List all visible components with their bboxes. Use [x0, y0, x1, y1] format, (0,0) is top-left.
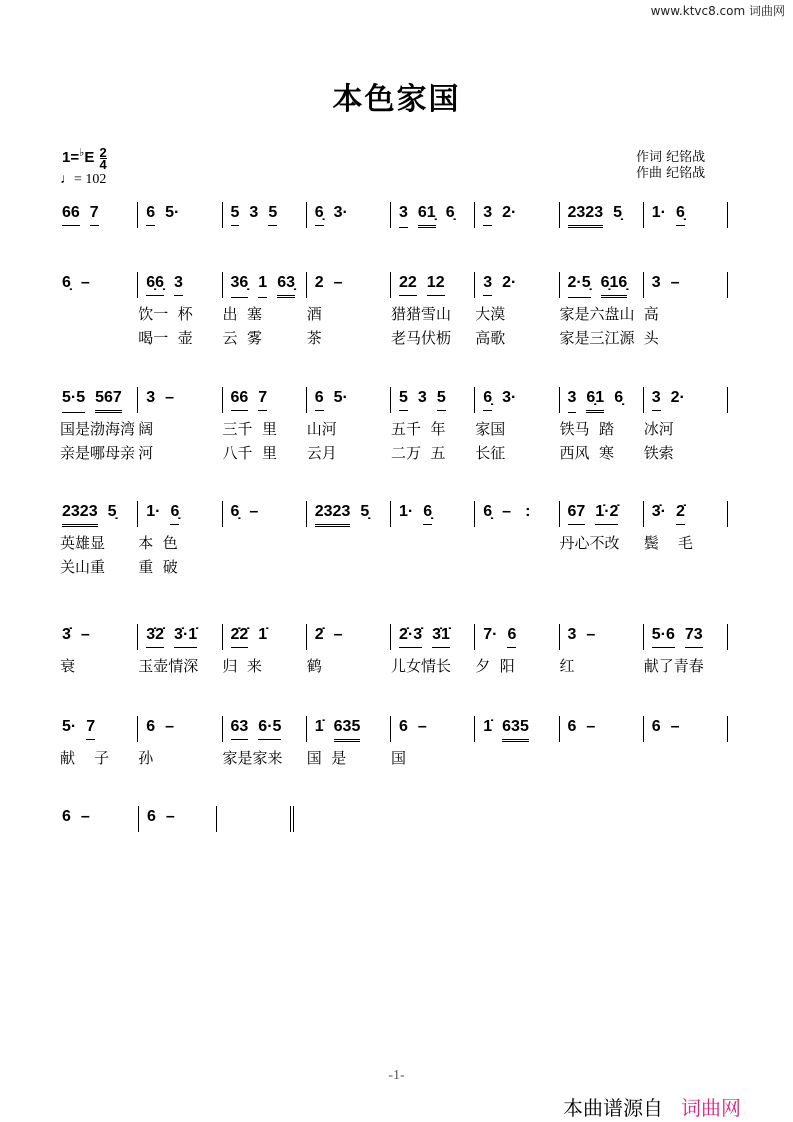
note-group: 22: [399, 272, 417, 296]
staff-system: [60, 806, 728, 886]
lyric-verse-1: 五千 年: [391, 420, 446, 438]
note-group: 6: [507, 624, 516, 648]
note-group: 66: [62, 202, 80, 226]
note-group: 1·: [399, 503, 414, 520]
measure: [474, 501, 558, 527]
note-group: 6·5: [258, 716, 281, 740]
lyric-verse-2: 关山重: [60, 558, 106, 576]
staff-system: [60, 387, 728, 467]
lyric-verse-1: 大漠: [475, 305, 506, 323]
lyric-verse-2: 喝一 壶: [138, 329, 193, 347]
lyric-verse-1: 铁马 踏: [559, 420, 615, 438]
measure-notes: [652, 387, 727, 411]
measure-notes: [315, 202, 390, 226]
note-group: 5: [231, 202, 240, 226]
measure-notes: [483, 501, 558, 524]
note-group: 567: [95, 387, 122, 413]
note-group: 6̣6̣: [146, 272, 164, 296]
measure-notes: [146, 202, 221, 226]
measure-notes: [568, 387, 643, 413]
lyric-verse-1: 丹心不改: [559, 534, 620, 552]
key-do: 1=: [62, 149, 80, 166]
lyric-verse-1: 鹤: [306, 657, 322, 675]
note-group: 2·: [670, 389, 685, 406]
note-group: 6̣: [423, 501, 432, 525]
note-group: 61̣: [418, 202, 436, 228]
lyric-verse-2: 长征: [475, 444, 506, 462]
measure-notes: [146, 501, 221, 525]
note-group: 2·5̣: [568, 272, 591, 298]
note-group: 5: [399, 387, 408, 411]
measure: [137, 501, 221, 576]
note-group: –: [165, 718, 175, 735]
note-group: 6̣: [170, 501, 179, 525]
source-brand: 词曲网: [681, 1096, 741, 1120]
measure-notes: [399, 387, 474, 411]
time-signature: [99, 144, 107, 172]
note-group: 7·: [483, 626, 498, 643]
note-group: 5·: [333, 389, 348, 406]
measure: [137, 272, 221, 347]
measure: [474, 387, 558, 462]
note-group: 6: [146, 202, 155, 226]
note-group: 5̣: [107, 503, 117, 520]
measure: [474, 272, 558, 347]
measure-notes: [568, 202, 643, 228]
measure: [222, 716, 306, 767]
staff-system: [60, 202, 728, 282]
measure: [559, 501, 643, 552]
note-group: 3·: [502, 389, 517, 406]
lyric-verse-1: 猎猎雪山: [391, 305, 452, 323]
note-group: 2·: [502, 274, 517, 291]
note-group: 3̇: [62, 626, 71, 643]
lyric-verse-2: 云 雾: [222, 329, 263, 347]
measure-notes: [62, 501, 137, 527]
lyric-verse-1: 家是家来: [222, 749, 283, 767]
measure: [390, 716, 474, 767]
note-group: –: [333, 626, 343, 643]
lyric-verse-1: 鬓 毛: [643, 534, 693, 552]
measure-notes: [231, 716, 306, 740]
note-group: 6̣: [315, 202, 324, 226]
measure: [60, 716, 137, 767]
note-group: 1·: [146, 503, 161, 520]
measure: [559, 202, 643, 228]
lyric-verse-1: 国是渤海湾: [60, 420, 136, 438]
measure: [60, 806, 138, 832]
lyric-verse-1: 出 塞: [222, 305, 263, 323]
measure-notes: [483, 202, 558, 226]
note-group: 5: [437, 387, 446, 411]
measure-notes: [568, 272, 643, 298]
measure: [559, 624, 643, 675]
measure: [559, 272, 643, 347]
note-group: 36̣: [231, 272, 249, 298]
note-group: 73: [685, 624, 703, 648]
note-group: 5·5: [62, 387, 85, 413]
note-group: 63̣: [277, 272, 295, 298]
measure: [306, 272, 390, 347]
note-group: 6̣: [614, 389, 624, 406]
lyric-verse-1: 三千 里: [222, 420, 278, 438]
lyric-verse-2: 云月: [306, 444, 337, 462]
note-group: 6: [146, 718, 156, 735]
staff-system: [60, 501, 728, 581]
measure-notes: [62, 272, 137, 295]
measure-notes: [568, 501, 643, 525]
note-group: 63: [231, 716, 249, 740]
measure: [390, 272, 474, 347]
note-group: 6: [147, 808, 156, 825]
note-group: 5·: [165, 204, 180, 221]
source-label: 本曲谱源自: [563, 1096, 663, 1120]
note-group: 5·6: [652, 624, 675, 648]
lyric-verse-1: 阔: [138, 420, 154, 438]
staff-system: [60, 272, 728, 352]
measure: [390, 387, 474, 462]
measure: [137, 624, 221, 675]
lyric-verse-2: 八千 里: [222, 444, 278, 462]
note-group: 2̇2̇: [231, 624, 249, 648]
repeat-sign: :: [525, 503, 531, 520]
note-group: 2: [314, 274, 324, 291]
measure: [137, 387, 221, 462]
note-group: 1: [258, 272, 267, 298]
note-group: –: [670, 274, 680, 291]
note-group: –: [333, 274, 343, 291]
lyric-verse-1: 家是六盘山: [559, 305, 635, 323]
note-group: 66: [231, 387, 249, 411]
measure-notes: [146, 387, 221, 410]
lyric-verse-1: 冰河: [643, 420, 674, 438]
note-group: 6̣: [483, 387, 492, 411]
measure: [643, 501, 728, 552]
note-group: –: [80, 808, 90, 825]
note-group: 3̇1̇: [432, 624, 450, 648]
measure: [306, 387, 390, 462]
measure: [643, 624, 728, 675]
note-group: 2̇: [314, 626, 324, 643]
time-top: 2: [99, 144, 107, 160]
measure-notes: [483, 716, 558, 742]
lyric-verse-1: 酒: [306, 305, 322, 323]
measure: [306, 501, 390, 527]
note-group: 3: [651, 274, 661, 291]
measure: [60, 387, 137, 462]
measure-notes: [483, 624, 558, 648]
lyric-verse-2: 西风 寒: [559, 444, 615, 462]
note-group: 3: [483, 202, 492, 226]
note-group: –: [417, 718, 427, 735]
note-group: 1̇: [258, 626, 268, 643]
lyric-verse-2: 茶: [306, 329, 322, 347]
lyric-verse-1: 孙: [138, 749, 154, 767]
note-group: 2̇: [676, 501, 685, 525]
note-group: 5·: [62, 718, 77, 735]
measure: [643, 387, 728, 462]
lyric-verse-1: 献了青春: [643, 657, 704, 675]
note-group: 635: [502, 716, 529, 742]
lyricist: 作词 纪铭战: [636, 150, 706, 165]
note-group: 2̇·3̇: [399, 624, 422, 648]
note-group: 635: [334, 716, 361, 742]
note-group: 6: [399, 718, 408, 735]
measure: [222, 387, 306, 462]
page-number: -1-: [388, 1068, 405, 1083]
note-group: 3: [568, 387, 577, 413]
measure: [390, 202, 474, 228]
measure-notes: [483, 272, 558, 296]
lyric-verse-2: 头: [643, 329, 659, 347]
source-credit: [563, 1092, 741, 1121]
note-group: 3: [174, 272, 183, 296]
measure: [306, 624, 390, 675]
measure-notes: [62, 806, 138, 829]
measure: [559, 387, 643, 462]
key-letter: E: [84, 149, 95, 166]
note-group: 2323: [315, 501, 351, 527]
note-group: –: [165, 808, 175, 825]
note-group: 3: [249, 204, 259, 221]
measure-notes: [315, 624, 390, 647]
measure-notes: [399, 624, 474, 648]
measure: [474, 202, 558, 228]
song-title: 本色家国: [332, 82, 461, 117]
lyric-verse-1: 高: [643, 305, 659, 323]
note-group: 2323: [62, 501, 98, 527]
measure-notes: [146, 716, 221, 739]
lyric-verse-2: 家是三江源: [559, 329, 635, 347]
lyric-verse-2: 高歌: [475, 329, 506, 347]
composer: 作曲 纪铭战: [636, 166, 706, 181]
note-group: 3·: [333, 204, 348, 221]
note-group: 3̇·1̇: [174, 624, 197, 648]
note-group: 12: [427, 272, 445, 296]
lyric-verse-2: 二万 五: [391, 444, 446, 462]
lyric-verse-1: 国 是: [306, 749, 347, 767]
site-watermark: www.ktvc8.com 词曲网: [650, 4, 785, 18]
measure: [222, 501, 306, 527]
measure: [390, 501, 474, 527]
time-bottom: 4: [99, 156, 107, 172]
note-group: 3: [567, 626, 577, 643]
measure-notes: [62, 387, 137, 413]
note-group: 6̣: [230, 503, 240, 520]
note-group: 2323: [568, 202, 604, 228]
note-group: 3: [146, 389, 156, 406]
measure-notes: [399, 272, 474, 296]
measure-notes: [62, 202, 137, 226]
note-group: 3̇·: [651, 503, 666, 520]
lyric-verse-2: 铁索: [643, 444, 674, 462]
measure-notes: [231, 202, 306, 226]
note-group: –: [502, 503, 512, 520]
measure-notes: [652, 272, 727, 295]
note-group: 3: [652, 387, 661, 411]
note-group: 6̣16̣: [601, 272, 628, 298]
flat-sign: ♭: [79, 147, 85, 159]
lyric-verse-1: 本 色: [138, 534, 178, 552]
note-group: 1̇·2̇: [595, 501, 618, 525]
note-group: 3: [483, 272, 492, 296]
measure-notes: [231, 272, 306, 298]
note-group: 6̣: [62, 274, 71, 291]
note-group: 7: [86, 716, 95, 740]
measure-notes: [652, 624, 727, 648]
note-group: –: [670, 718, 680, 735]
measure: [138, 806, 216, 832]
note-group: 6: [62, 808, 71, 825]
measure-notes: [62, 716, 137, 740]
measure: [474, 624, 558, 675]
note-group: 5̣: [613, 204, 622, 221]
note-group: 5: [268, 202, 277, 226]
note-group: 1·: [651, 204, 666, 221]
note-group: –: [586, 718, 596, 735]
measure: [60, 202, 137, 228]
lyric-verse-1: 山河: [306, 420, 337, 438]
measure-notes: [483, 387, 558, 411]
quarter-note-icon: ♩: [60, 172, 74, 187]
note-group: 67: [568, 501, 586, 525]
measure: [137, 716, 221, 767]
measure: [643, 202, 728, 228]
measure: [643, 272, 728, 347]
credits: [636, 150, 705, 182]
measure-notes: [315, 501, 390, 527]
note-group: –: [80, 274, 90, 291]
note-group: –: [80, 626, 90, 643]
measure: [390, 624, 474, 675]
measure-notes: [231, 501, 306, 524]
measure-notes: [315, 272, 390, 295]
measure-notes: [399, 202, 474, 228]
measure-notes: [62, 624, 137, 647]
measure: [306, 716, 390, 767]
tempo-marking: [60, 172, 106, 188]
note-group: 5̣: [360, 503, 370, 520]
measure: [643, 716, 728, 742]
measure: [222, 202, 306, 228]
lyric-verse-2: 亲是哪母亲: [60, 444, 136, 462]
note-group: 3̇2̇: [146, 624, 164, 648]
note-group: 6̣: [445, 204, 455, 221]
lyric-verse-1: 饮一 杯: [138, 305, 193, 323]
measure: [60, 272, 137, 298]
lyric-verse-1: 英雄显: [60, 534, 106, 552]
lyric-verse-2: 重 破: [138, 558, 178, 576]
lyric-verse-1: 献 子: [60, 749, 110, 767]
measure: [222, 272, 306, 347]
measure-notes: [146, 624, 221, 648]
measure: [60, 501, 137, 576]
lyric-verse-1: 儿女情长: [391, 657, 452, 675]
lyric-verse-1: 玉壶情深: [138, 657, 199, 675]
final-barline: [216, 806, 294, 832]
measure: [306, 202, 390, 228]
note-group: 6: [651, 718, 661, 735]
staff-system: [60, 716, 728, 796]
lyric-verse-1: 红: [559, 657, 575, 675]
note-group: 3: [417, 389, 427, 406]
note-group: 6̣: [676, 202, 685, 226]
note-group: 6: [567, 718, 577, 735]
measure-notes: [315, 387, 390, 411]
note-group: 7: [90, 202, 99, 226]
measure: [60, 624, 137, 675]
note-group: 1̇: [314, 718, 324, 735]
lyric-verse-1: 衰: [60, 657, 76, 675]
measure-notes: [652, 501, 727, 525]
measure-notes: [231, 387, 306, 411]
lyric-verse-1: 国: [391, 749, 407, 767]
lyric-verse-1: 夕 阳: [475, 657, 515, 675]
note-group: 6: [315, 387, 324, 411]
measure-notes: [652, 202, 727, 226]
lyric-verse-1: 归 来: [222, 657, 263, 675]
note-group: 6̣1: [586, 387, 604, 413]
note-group: –: [586, 626, 596, 643]
key-signature: [62, 146, 107, 170]
measure-notes: [146, 272, 221, 296]
measure-notes: [315, 716, 390, 742]
lyric-verse-1: 家国: [475, 420, 506, 438]
measure: [222, 624, 306, 675]
measure-notes: [399, 716, 474, 739]
note-group: 6̣: [483, 503, 493, 520]
measure: [137, 202, 221, 228]
tempo-value: = 102: [74, 172, 107, 187]
lyric-verse-2: 河: [138, 444, 154, 462]
note-group: –: [249, 503, 259, 520]
measure-notes: [147, 806, 216, 829]
measure-notes: [568, 624, 643, 647]
note-group: –: [165, 389, 175, 406]
measure-notes: [652, 716, 727, 739]
note-group: 7: [258, 387, 267, 411]
note-group: 1̇: [483, 718, 493, 735]
measure-notes: [231, 624, 306, 648]
measure: [474, 716, 558, 742]
note-group: 2·: [502, 204, 517, 221]
measure-notes: [568, 716, 643, 739]
lyric-verse-2: 老马伏枥: [391, 329, 452, 347]
measure-notes: [399, 501, 474, 525]
staff-system: [60, 624, 728, 704]
measure: [559, 716, 643, 742]
note-group: 3: [399, 202, 408, 228]
